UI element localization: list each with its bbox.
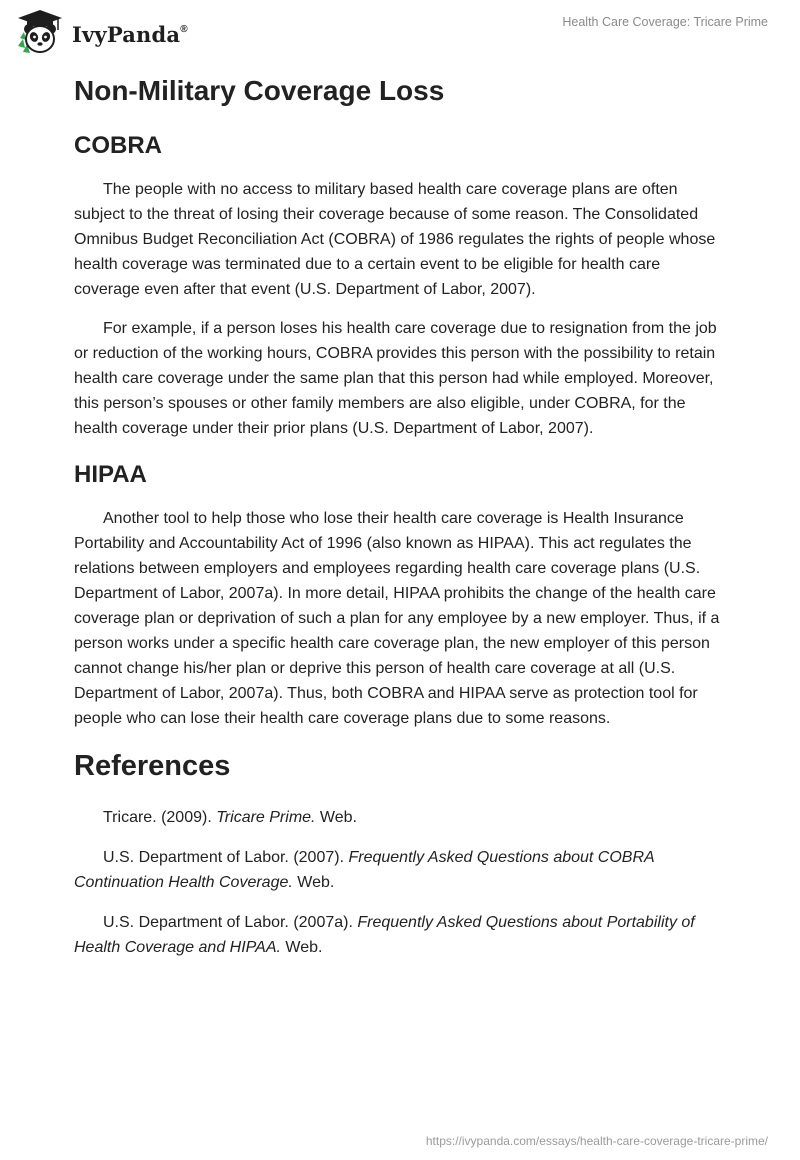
section-heading-cobra: COBRA [74,132,162,159]
footer-source-url[interactable]: https://ivypanda.com/essays/health-care-coverage-tricare-prime/ [425,1134,768,1148]
brand-logo[interactable] [14,8,188,56]
reference-title: Tricare Prime. [216,809,316,826]
reference-item [74,910,730,960]
reference-prefix: U.S. Department of Labor. (2007). [103,849,349,866]
document-title: Health Care Coverage: Tricare Prime [562,15,768,29]
reference-item [74,845,730,895]
brand-name: IvyPanda® [72,21,188,47]
reference-title: Frequently Asked Questions about COBRA Continuation Health Coverage. [74,849,655,891]
paragraph: The people with no access to military based health care coverage plans are often subject to the threat of losing their coverage because of some reason. The Consolidated Omnibus Budget Reconciliation Act (COBRA) of 1986 regulates the rights of people whose health coverage was terminated due to a certain event to be eligible for health care coverage even after that event (U.S. Department of Labor, 2007). [74,181,716,298]
reference-suffix: Web. [280,939,323,956]
reference-title: Frequently Asked Questions about Portability of Health Coverage and HIPAA. [74,914,695,956]
paragraph: For example, if a person loses his health care coverage due to resignation from the job or reduction of the working hours, COBRA provides this person with the possibility to retain health care coverage under the same plan that this person had while employed. Moreover, this person’s spouses or other family members are also eligible, under COBRA, for the health coverage under their prior plans (U.S. Department of Labor, 2007). [74,320,717,437]
reference-prefix: Tricare. (2009). [103,809,217,826]
reference-suffix: Web. [292,874,335,891]
reference-suffix: Web. [315,809,357,826]
panda-graduate-logo-icon [14,8,66,56]
page-header [0,0,800,64]
reference-prefix: U.S. Department of Labor. (2007a). [103,914,358,931]
references-heading: References [74,750,231,782]
paragraph: Another tool to help those who lose their health care coverage is Health Insurance Portability and Accountability Act of 1996 (also known as HIPAA). This act regulates the relations between employers and employees regarding health care coverage plans (U.S. Department of Labor, 2007a). In more detail, HIPAA prohibits the change of the health care coverage plan or deprivation of such a plan for any employee by a new employer. Thus, if a person works under a specific health care coverage plan, the new employer of this person cannot change his/her plan or deprive this person of health care coverage at all (U.S. Department of Labor, 2007a). Thus, both COBRA and HIPAA serve as protection tool for people who can lose their health care coverage plans due to some reasons. [74,510,720,727]
essay-content [74,70,730,960]
section-heading-hipaa: HIPAA [74,461,147,488]
main-heading: Non-Military Coverage Loss [74,75,445,106]
reference-item [74,805,730,830]
